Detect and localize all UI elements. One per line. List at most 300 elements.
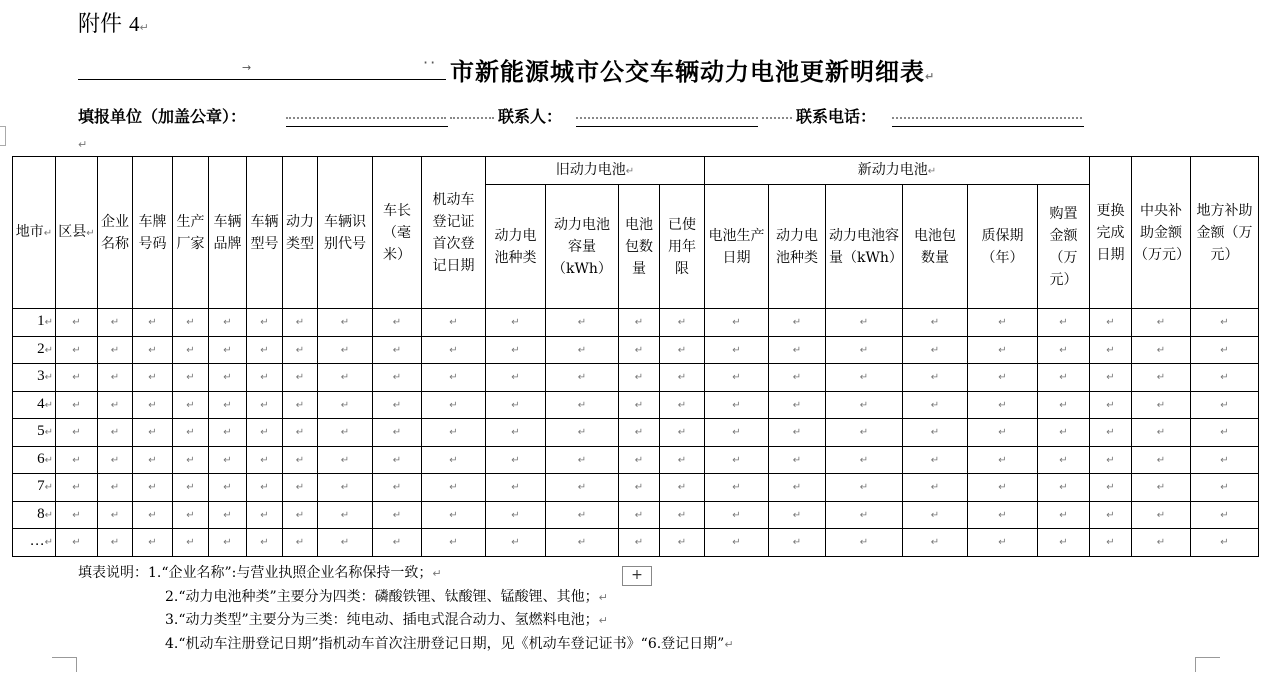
cell-mark-icon: ↵ [186,344,195,356]
cell-mark-icon: ↵ [930,482,940,494]
contact-field[interactable] [576,126,758,127]
table-cell[interactable] [1191,336,1259,364]
table-cell[interactable] [56,529,98,557]
cell-mark-icon: ↵ [634,427,644,439]
table-cell[interactable] [98,419,133,447]
table-cell[interactable] [660,309,705,337]
table-cell[interactable] [660,501,705,529]
table-cell[interactable] [769,364,826,392]
table-cell[interactable] [903,529,968,557]
table-cell[interactable] [826,474,903,502]
cell-mark-icon: ↵ [930,509,940,521]
table-cell[interactable] [1132,474,1191,502]
table-cell[interactable] [318,474,373,502]
table-cell[interactable] [660,529,705,557]
table-cell[interactable] [619,364,660,392]
table-cell[interactable] [173,474,209,502]
table-cell[interactable] [486,419,546,447]
cell-mark-icon: ↵ [392,427,402,439]
table-cell[interactable] [133,474,173,502]
paragraph-mark-icon: ↵ [78,138,88,151]
table-cell[interactable] [373,391,422,419]
cell-mark-icon: ↵ [392,454,402,466]
table-cell[interactable] [209,446,247,474]
table-cell[interactable] [247,336,283,364]
table-cell[interactable] [903,391,968,419]
fill-in-row [78,104,1178,130]
table-cell[interactable] [318,419,373,447]
cell-mark-icon: ↵ [577,482,587,494]
table-cell[interactable] [98,364,133,392]
table-cell[interactable] [173,501,209,529]
table-cell[interactable] [546,501,619,529]
table-cell[interactable] [283,391,318,419]
cell-mark-icon: ↵ [1106,509,1115,521]
table-cell[interactable] [56,419,98,447]
table-cell[interactable] [903,501,968,529]
table-cell[interactable] [283,364,318,392]
table-cell[interactable] [546,529,619,557]
table-cell[interactable] [705,446,769,474]
table-cell[interactable] [283,501,318,529]
table-cell[interactable] [173,529,209,557]
table-cell[interactable] [173,419,209,447]
table-cell[interactable] [660,391,705,419]
table-cell[interactable] [1038,474,1090,502]
table-cell[interactable] [546,336,619,364]
cell-mark-icon: ↵ [792,344,802,356]
table-cell[interactable] [373,309,422,337]
header-plate: 车牌号码 [133,157,173,309]
table-cell[interactable] [247,501,283,529]
table-cell[interactable] [422,364,486,392]
table-cell[interactable] [1090,474,1132,502]
table-cell[interactable] [660,364,705,392]
table-cell[interactable] [133,529,173,557]
table-cell[interactable] [1132,419,1191,447]
cell-mark-icon: ↵ [449,317,458,329]
table-cell[interactable] [660,474,705,502]
table-cell[interactable] [968,529,1038,557]
table-cell[interactable] [705,364,769,392]
table-cell[interactable] [769,446,826,474]
page-title: 市新能源城市公交车辆动力电池更新明细表↵ [450,58,936,86]
table-cell[interactable] [318,336,373,364]
table-cell[interactable] [769,391,826,419]
table-cell[interactable] [247,309,283,337]
table-cell[interactable] [1038,309,1090,337]
table-cell[interactable] [56,446,98,474]
cell-mark-icon: ↵ [677,509,687,521]
header-company: 企业名称 [98,157,133,309]
table-cell[interactable] [422,309,486,337]
cell-mark-icon: ↵ [1156,482,1166,494]
table-cell[interactable] [209,336,247,364]
table-cell[interactable] [1191,419,1259,447]
table-cell[interactable] [283,474,318,502]
table-cell[interactable] [373,474,422,502]
table-cell[interactable] [619,336,660,364]
table-cell[interactable] [903,309,968,337]
cell-mark-icon: ↵ [449,344,458,356]
table-cell[interactable] [486,364,546,392]
table-cell[interactable] [826,501,903,529]
table-cell[interactable] [133,419,173,447]
table-cell[interactable] [422,336,486,364]
table-cell[interactable] [660,336,705,364]
table-cell[interactable] [660,446,705,474]
header-done-date: 更换完成日期 [1090,157,1132,309]
table-cell[interactable] [769,309,826,337]
table-cell[interactable] [422,501,486,529]
table-cell[interactable] [705,336,769,364]
table-cell[interactable] [133,446,173,474]
table-cell[interactable] [769,474,826,502]
table-cell[interactable] [1132,336,1191,364]
cell-mark-icon: ↵ [449,509,458,521]
cell-mark-icon: ↵ [392,317,402,329]
table-cell[interactable] [486,336,546,364]
cell-mark-icon: ↵ [792,399,802,411]
cell-mark-icon: ↵ [859,454,869,466]
table-cell[interactable] [422,474,486,502]
table-cell[interactable] [318,501,373,529]
table-cell[interactable] [373,364,422,392]
row-number-cell[interactable] [13,474,56,502]
table-cell[interactable] [56,474,98,502]
table-cell[interactable] [619,446,660,474]
table-cell[interactable] [283,419,318,447]
table-cell[interactable] [826,364,903,392]
table-cell[interactable] [318,391,373,419]
table-cell[interactable] [1132,364,1191,392]
cell-mark-icon: ↵ [677,317,687,329]
cell-mark-icon: ↵ [577,344,587,356]
table-cell[interactable] [98,391,133,419]
table-cell[interactable] [209,364,247,392]
cell-mark-icon: ↵ [577,537,587,549]
table-cell[interactable] [373,529,422,557]
table-cell[interactable] [903,364,968,392]
table-cell[interactable] [968,391,1038,419]
table-cell[interactable] [705,309,769,337]
table-cell[interactable] [133,364,173,392]
table-cell[interactable] [283,336,318,364]
table-cell[interactable] [1090,501,1132,529]
table-cell[interactable] [660,419,705,447]
table-cell[interactable] [209,391,247,419]
table-cell[interactable] [422,419,486,447]
table-cell[interactable] [903,419,968,447]
table-cell[interactable] [486,474,546,502]
table-cell[interactable] [486,309,546,337]
cell-mark-icon: ↵ [511,509,520,521]
table-cell[interactable] [1090,446,1132,474]
row-number-cell[interactable] [13,446,56,474]
cell-mark-icon: ↵ [859,509,869,521]
table-cell[interactable] [56,391,98,419]
table-cell[interactable] [546,446,619,474]
table-cell[interactable] [1191,474,1259,502]
table-cell[interactable] [546,419,619,447]
table-cell[interactable] [968,501,1038,529]
table-cell[interactable] [769,529,826,557]
table-cell[interactable] [1132,309,1191,337]
table-cell[interactable] [1191,364,1259,392]
cell-mark-icon: ↵ [511,427,520,439]
table-cell[interactable] [318,529,373,557]
table-cell[interactable] [486,446,546,474]
table-cell[interactable] [133,501,173,529]
table-cell[interactable] [1191,501,1259,529]
table-cell[interactable] [98,501,133,529]
table-cell[interactable] [56,309,98,337]
cell-mark-icon: ↵ [511,372,520,384]
cell-mark-icon: ↵ [998,399,1007,411]
table-cell[interactable] [1038,501,1090,529]
table-cell[interactable] [98,446,133,474]
table-cell[interactable] [209,529,247,557]
table-cell[interactable] [247,391,283,419]
cell-mark-icon: ↵ [295,509,305,521]
table-cell[interactable] [546,364,619,392]
table-cell[interactable] [619,474,660,502]
cell-mark-icon: ↵ [340,317,350,329]
table-cell[interactable] [619,419,660,447]
table-cell[interactable] [133,391,173,419]
note-line: 4.“机动车注册登记日期”指机动车首次注册登记日期，见《机动车登记证书》“6.登记日期”↵ [165,635,734,652]
table-cell[interactable] [705,501,769,529]
table-row [13,419,1259,447]
margin-marker [0,126,6,146]
table-cell[interactable] [903,446,968,474]
table-cell[interactable] [373,501,422,529]
table-cell[interactable] [98,309,133,337]
row-number-cell[interactable] [13,364,56,392]
table-cell[interactable] [705,419,769,447]
table-cell[interactable] [705,529,769,557]
header-vin: 车辆识别代号 [318,157,373,309]
table-cell[interactable] [486,391,546,419]
cell-mark-icon: ↵ [1220,454,1229,466]
table-cell[interactable] [968,309,1038,337]
table-cell[interactable] [968,446,1038,474]
table-cell[interactable] [1191,446,1259,474]
table-cell[interactable] [173,364,209,392]
table-cell[interactable] [209,309,247,337]
row-number-cell[interactable] [13,309,56,337]
table-cell[interactable] [968,419,1038,447]
table-cell[interactable] [1090,309,1132,337]
cell-mark-icon: ↵ [1059,317,1068,329]
table-cell[interactable] [422,446,486,474]
table-cell[interactable] [769,419,826,447]
table-cell[interactable] [705,391,769,419]
cell-mark-icon: ↵ [677,399,687,411]
table-cell[interactable] [1132,501,1191,529]
cell-mark-icon: ↵ [511,537,520,549]
table-cell[interactable] [826,309,903,337]
table-cell[interactable] [1090,391,1132,419]
table-cell[interactable] [486,529,546,557]
annex-text: 附件 [78,12,123,37]
cell-mark-icon: ↵ [930,317,940,329]
table-cell[interactable] [1038,364,1090,392]
table-cell[interactable] [133,309,173,337]
table-cell[interactable] [1038,419,1090,447]
table-row [13,501,1259,529]
table-cell[interactable] [1090,529,1132,557]
phone-field[interactable] [892,126,1084,127]
table-cell[interactable] [1090,364,1132,392]
cell-mark-icon: ↵ [1220,399,1229,411]
table-cell[interactable] [318,364,373,392]
table-cell[interactable] [619,309,660,337]
table-cell[interactable] [56,336,98,364]
cell-mark-icon: ↵ [1156,372,1166,384]
table-cell[interactable] [1132,446,1191,474]
cell-mark-icon: ↵ [449,482,458,494]
table-cell[interactable] [1038,391,1090,419]
cell-mark-icon: ↵ [998,317,1007,329]
contact-dots [576,117,758,119]
table-cell[interactable] [903,336,968,364]
table-cell[interactable] [826,336,903,364]
cell-mark-icon: ↵ [295,344,305,356]
add-row-button[interactable]: + [622,566,652,586]
table-cell[interactable] [619,529,660,557]
cell-mark-icon: ↵ [732,482,741,494]
table-cell[interactable] [769,336,826,364]
table-cell[interactable] [247,446,283,474]
table-cell[interactable] [283,309,318,337]
cell-mark-icon: ↵ [340,537,350,549]
table-cell[interactable] [546,309,619,337]
table-cell[interactable] [1132,391,1191,419]
cell-mark-icon: ↵ [732,537,741,549]
cell-mark-icon: ↵ [577,509,587,521]
table-cell[interactable] [546,391,619,419]
table-cell[interactable] [546,474,619,502]
table-cell[interactable] [247,474,283,502]
table-cell[interactable] [1132,529,1191,557]
table-cell[interactable] [209,501,247,529]
table-cell[interactable] [1191,309,1259,337]
table-cell[interactable] [1191,529,1259,557]
table-cell[interactable] [826,419,903,447]
table-cell[interactable] [486,501,546,529]
cell-mark-icon: ↵ [732,344,741,356]
table-cell[interactable] [98,474,133,502]
table-cell[interactable] [826,446,903,474]
table-cell[interactable] [56,364,98,392]
table-cell[interactable] [98,529,133,557]
cell-mark-icon: ↵ [72,537,81,549]
cell-mark-icon: ↵ [930,399,940,411]
table-cell[interactable] [318,309,373,337]
row-number-cell[interactable] [13,391,56,419]
cell-mark-icon: ↵ [732,454,741,466]
cell-mark-icon: ↵ [1106,372,1115,384]
table-cell[interactable] [209,474,247,502]
table-row [13,474,1259,502]
table-cell[interactable] [373,446,422,474]
table-cell[interactable] [826,529,903,557]
table-cell[interactable] [373,419,422,447]
table-cell[interactable] [173,309,209,337]
cell-mark-icon: ↵ [449,454,458,466]
cell-mark-icon: ↵ [792,537,802,549]
cell-mark-icon: ↵ [1106,344,1115,356]
table-cell[interactable] [903,474,968,502]
table-cell[interactable] [968,474,1038,502]
table-cell[interactable] [318,446,373,474]
table-cell[interactable] [1090,336,1132,364]
table-cell[interactable] [1038,529,1090,557]
table-cell[interactable] [247,529,283,557]
cell-mark-icon: ↵ [1220,509,1229,521]
row-number: 1 [37,313,45,330]
table-cell[interactable] [769,501,826,529]
table-cell[interactable] [283,529,318,557]
table-cell[interactable] [98,336,133,364]
table-cell[interactable] [968,364,1038,392]
row-number-cell[interactable] [13,501,56,529]
cell-mark-icon: ↵ [677,454,687,466]
table-cell[interactable] [619,391,660,419]
cell-mark-icon: ↵ [260,317,269,329]
cell-mark-icon: ↵ [260,427,269,439]
table-cell[interactable] [619,501,660,529]
table-cell[interactable] [705,474,769,502]
row-number-cell[interactable] [13,336,56,364]
unit-field[interactable] [286,126,448,127]
cell-mark-icon: ↵ [186,317,195,329]
cell-mark-icon: ↵ [186,537,195,549]
title-underline[interactable] [78,79,446,80]
table-cell[interactable] [283,446,318,474]
table-cell[interactable] [1038,446,1090,474]
table-cell[interactable] [173,336,209,364]
header-old-battery: 旧动力电池↵ [486,157,705,185]
table-cell[interactable] [247,364,283,392]
table-cell[interactable] [133,336,173,364]
row-number-cell[interactable] [13,529,56,557]
row-number-cell[interactable] [13,419,56,447]
header-central: 中央补助金额（万元） [1132,157,1191,309]
table-cell[interactable] [422,391,486,419]
table-cell[interactable] [373,336,422,364]
cell-mark-icon: ↵ [511,344,520,356]
table-cell[interactable] [1038,336,1090,364]
cell-mark-icon: ↵ [792,454,802,466]
table-cell[interactable] [422,529,486,557]
table-cell[interactable] [247,419,283,447]
table-cell[interactable] [209,419,247,447]
row-number: 4 [37,395,45,412]
table-cell[interactable] [1090,419,1132,447]
table-cell[interactable] [1191,391,1259,419]
header-district: 区县↵ [56,157,98,309]
cell-mark-icon: ↵ [148,537,157,549]
table-cell[interactable] [826,391,903,419]
phone-label: 联系电话： [796,107,877,126]
table-cell[interactable] [173,446,209,474]
table-cell[interactable] [968,336,1038,364]
table-cell[interactable] [56,501,98,529]
table-cell[interactable] [173,391,209,419]
cell-mark-icon: ↵ [223,509,232,521]
